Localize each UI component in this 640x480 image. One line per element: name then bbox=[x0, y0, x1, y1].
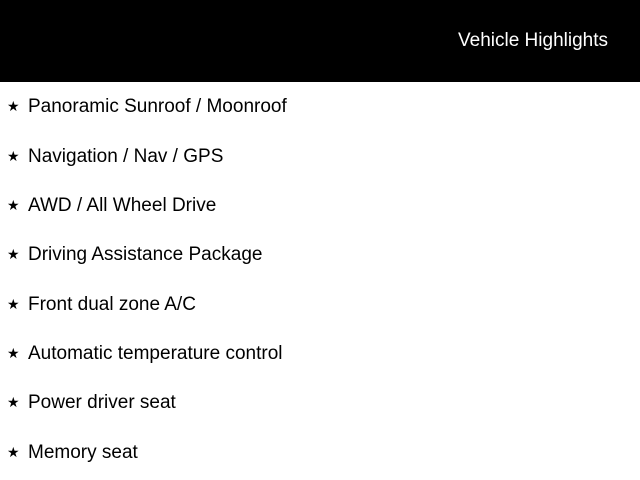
list-item bbox=[0, 194, 640, 218]
star-icon: ★ bbox=[7, 444, 20, 460]
page-title: Vehicle Highlights bbox=[458, 30, 608, 51]
list-item bbox=[0, 342, 640, 366]
highlight-label: Driving Assistance Package bbox=[28, 244, 263, 265]
highlight-label: Panoramic Sunroof / Moonroof bbox=[28, 96, 287, 117]
header-bar bbox=[0, 0, 640, 82]
highlight-label: Power driver seat bbox=[28, 392, 176, 413]
star-icon: ★ bbox=[7, 148, 20, 164]
highlight-label: Front dual zone A/C bbox=[28, 294, 196, 315]
list-item bbox=[0, 95, 640, 119]
highlight-label: Memory seat bbox=[28, 442, 138, 463]
star-icon: ★ bbox=[7, 345, 20, 361]
star-icon: ★ bbox=[7, 394, 20, 410]
highlight-label: Automatic temperature control bbox=[28, 343, 283, 364]
list-item bbox=[0, 441, 640, 465]
star-icon: ★ bbox=[7, 296, 20, 312]
star-icon: ★ bbox=[7, 98, 20, 114]
highlight-label: Navigation / Nav / GPS bbox=[28, 146, 224, 167]
star-icon: ★ bbox=[7, 197, 20, 213]
list-item bbox=[0, 391, 640, 415]
star-icon: ★ bbox=[7, 246, 20, 262]
list-item bbox=[0, 243, 640, 267]
highlight-label: AWD / All Wheel Drive bbox=[28, 195, 217, 216]
list-item bbox=[0, 145, 640, 169]
list-item bbox=[0, 293, 640, 317]
